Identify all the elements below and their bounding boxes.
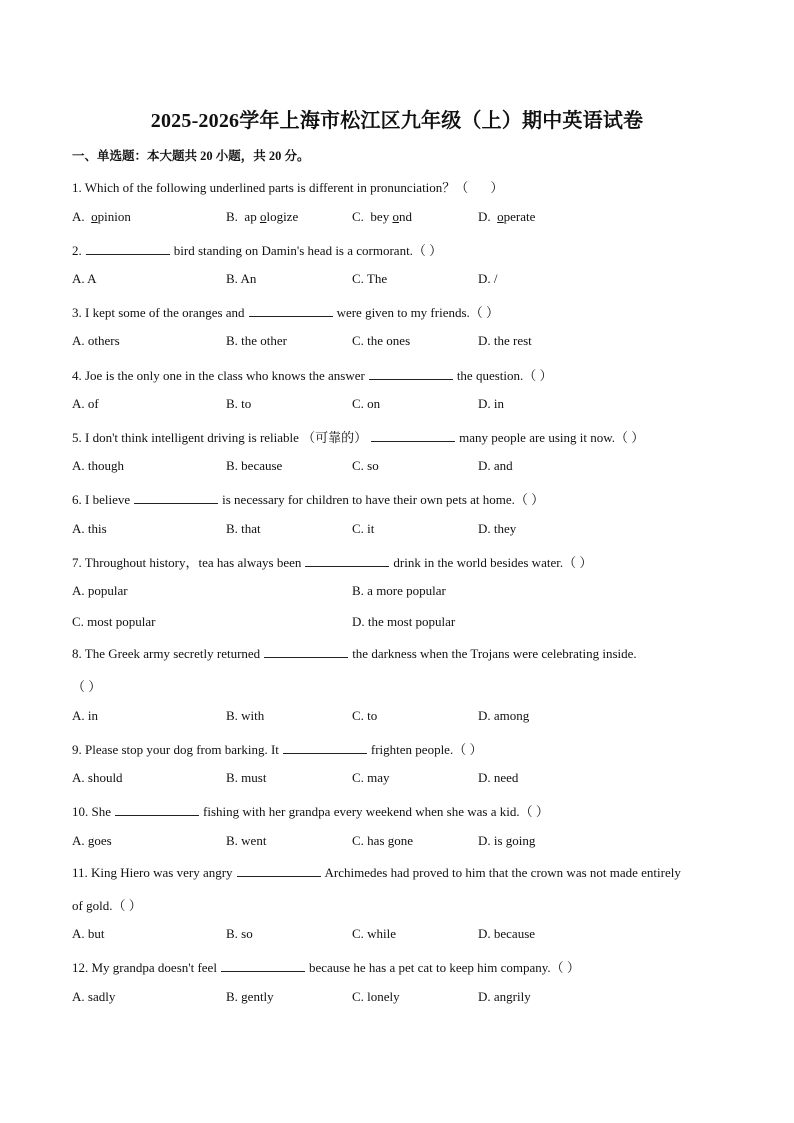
option-d: D. operate [478,209,536,224]
option-b: B. the other [226,333,288,348]
question-text-end: the darkness when the Trojans were celebrating inside. [352,646,637,661]
question-text-end: many people are using it now.（ ） [459,430,645,445]
question-text: She [91,804,111,819]
option-a: A. this [72,521,107,536]
question-text-end: were given to my friends.（ ） [336,305,500,320]
question-11-continued: of gold.（ ） [72,898,142,913]
question-5 [72,427,644,446]
question-8-continued: （ ） [72,679,102,694]
question-6 [72,489,544,508]
option-d: D. need [478,770,519,785]
option-b: B. to [226,396,252,411]
question-3 [72,302,499,321]
option-b: B. gently [226,989,274,1004]
answer-blank [283,741,367,754]
question-number: 2. [72,243,82,258]
option-a: A. others [72,333,120,348]
question-number: 5. [72,430,82,445]
answer-blank [371,429,455,442]
option-a: A. sadly [72,989,116,1004]
question-text-end: frighten people.（ ） [370,742,483,757]
question-text: I don't think intelligent driving is reliable （可靠的） [85,430,368,445]
option-c: C. so [352,458,379,473]
option-c: C. the ones [352,333,411,348]
question-number: 1. [72,180,82,195]
question-text: I kept some of the oranges and [85,305,245,320]
question-number: 11. [72,865,88,880]
option-d: D. they [478,521,517,536]
answer-blank [237,864,321,877]
question-4 [72,365,553,384]
page-title: 2025-2026学年上海市松江区九年级（上）期中英语试卷 [150,110,644,132]
option-a: A. in [72,708,98,723]
question-text: bird standing on Damin's head is a cormorant.（ ） [173,243,443,258]
question-number: 3. [72,305,82,320]
question-number: 12. [72,960,89,975]
option-a: A. of [72,396,99,411]
answer-blank [86,242,170,255]
option-b: B. ap ologize [226,209,299,224]
option-b: B. must [226,770,267,785]
question-1 [72,177,503,196]
option-d: D. because [478,926,536,941]
option-c: C. to [352,708,378,723]
option-a: A. A [72,271,97,286]
question-12 [72,957,580,976]
option-b: B. because [226,458,283,473]
option-c: C. lonely [352,989,400,1004]
option-d: D. angrily [478,989,531,1004]
question-number: 8. [72,646,82,661]
option-b: B. went [226,833,267,848]
question-2 [72,240,442,259]
question-text: My grandpa doesn't feel [91,960,217,975]
question-text-end: the question.（ ） [456,368,553,383]
option-c: C. bey ond [352,209,412,224]
question-text-end: fishing with her grandpa every weekend when she was a kid.（ ） [203,804,549,819]
question-text-end: drink in the world besides water.（ ） [393,555,593,570]
question-text: King Hiero was very angry [91,865,233,880]
option-b: B. so [226,926,253,941]
question-text: Joe is the only one in the class who knows the answer [85,368,365,383]
question-text: Please stop your dog from barking. It [85,742,279,757]
question-number: 4. [72,368,82,383]
answer-blank [115,803,199,816]
question-7 [72,552,592,571]
answer-blank [305,554,389,567]
question-text: Throughout history，tea has always been [84,555,302,570]
option-c: C. The [352,271,388,286]
question-8 [72,645,637,662]
option-d: D. the most popular [352,614,456,629]
option-b: B. a more popular [352,583,446,598]
option-c: C. on [352,396,381,411]
option-c: C. has gone [352,833,414,848]
question-number: 10. [72,804,89,819]
option-a: A. goes [72,833,112,848]
option-c: C. it [352,521,375,536]
question-9 [72,739,482,758]
option-d: D. in [478,396,504,411]
question-text: I believe [85,492,131,507]
option-a: A. though [72,458,124,473]
option-b: B. with [226,708,265,723]
option-a: A. opinion [72,209,131,224]
option-a: A. but [72,926,105,941]
option-d: D. is going [478,833,536,848]
question-number: 7. [72,555,82,570]
option-c: C. most popular [72,614,156,629]
option-b: B. An [226,271,257,286]
question-text-end: is necessary for children to have their own pets at home.（ ） [222,492,545,507]
question-number: 9. [72,742,82,757]
answer-blank [369,367,453,380]
question-text-end: Archimedes had proved to him that the crown was not made entirely [324,865,681,880]
section-heading: 一、单选题：本大题共 20 小题，共 20 分。 [72,149,310,163]
answer-blank [264,645,348,658]
question-paren-close: ） [490,180,504,195]
question-10 [72,801,549,820]
option-d: D. the rest [478,333,532,348]
question-11 [72,864,681,881]
option-c: C. may [352,770,390,785]
question-text-end: because he has a pet cat to keep him company.（ ） [308,960,580,975]
option-a: A. should [72,770,123,785]
question-text: The Greek army secretly returned [84,646,261,661]
option-d: D. / [478,271,498,286]
question-text: Which of the following underlined parts is different in pronunciation？（ [84,180,469,195]
answer-blank [221,959,305,972]
option-c: C. while [352,926,397,941]
answer-blank [249,304,333,317]
option-d: D. among [478,708,530,723]
question-number: 6. [72,492,82,507]
option-b: B. that [226,521,261,536]
answer-blank [134,491,218,504]
option-a-text: o [91,209,98,224]
option-d: D. and [478,458,513,473]
option-a: A. popular [72,583,128,598]
